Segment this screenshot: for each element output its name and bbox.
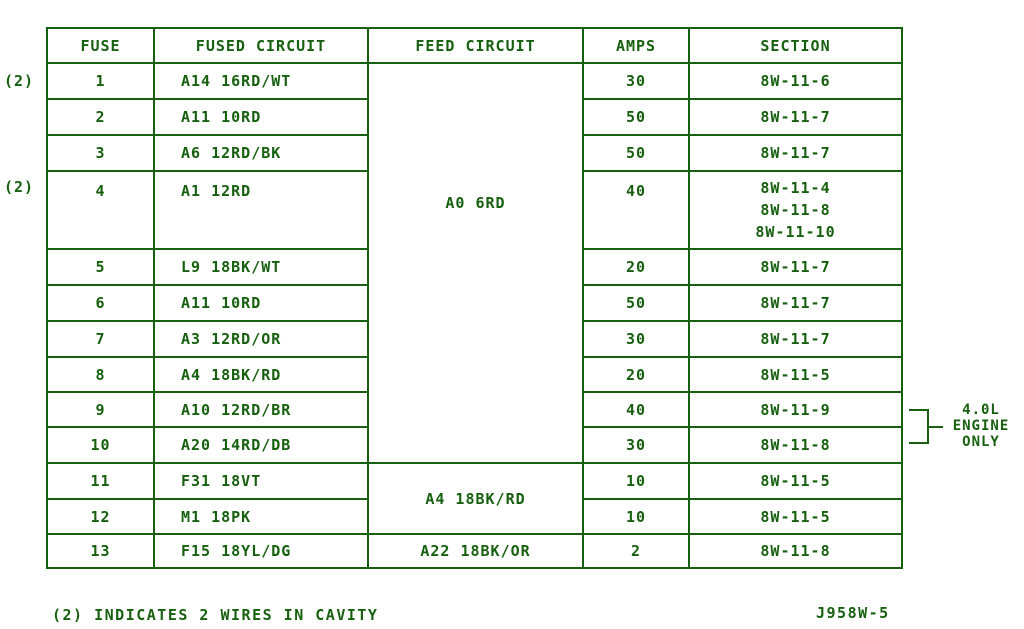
section-ref: 8W-11-6 — [760, 72, 831, 90]
fuse-number: 1 — [95, 72, 106, 90]
amps-value: 50 — [625, 294, 647, 312]
section-ref: 8W-11-4 — [760, 179, 831, 197]
amps-value: 40 — [625, 182, 647, 200]
fuse-number: 3 — [95, 144, 106, 162]
feed-circuit-group: A0 6RD — [445, 194, 506, 212]
amps-value: 30 — [625, 330, 647, 348]
header-fused-circuit: FUSED CIRCUIT — [195, 36, 327, 55]
fuse-table — [46, 27, 903, 569]
section-ref: 8W-11-7 — [760, 144, 831, 162]
section-ref: 8W-11-7 — [760, 294, 831, 312]
fused-circuit: F15 18YL/DG — [181, 542, 292, 560]
section-ref-list — [690, 172, 901, 248]
fused-circuit: A11 10RD — [181, 108, 262, 126]
fuse-number: 9 — [95, 400, 106, 419]
fuse-number: 12 — [90, 507, 111, 526]
fuse-number: 11 — [90, 472, 111, 490]
section-ref: 8W-11-5 — [760, 507, 831, 526]
amps-value: 20 — [625, 258, 647, 276]
fuse-number: 6 — [95, 294, 106, 312]
footnote: (2) INDICATES 2 WIRES IN CAVITY — [52, 606, 379, 624]
header-amps: AMPS — [615, 36, 657, 55]
section-ref: 8W-11-5 — [760, 472, 831, 490]
header-feed-circuit: FEED CIRCUIT — [415, 36, 536, 55]
feed-circuit-group: A4 18BK/RD — [425, 489, 526, 508]
fuse-number: 7 — [95, 330, 106, 348]
fused-circuit: A3 12RD/OR — [181, 330, 282, 348]
section-ref: 8W-11-7 — [760, 330, 831, 348]
section-ref: 8W-11-7 — [760, 108, 831, 126]
fuse-number: 2 — [95, 108, 106, 126]
section-ref: 8W-11-7 — [760, 258, 831, 276]
fused-circuit: A11 10RD — [181, 294, 262, 312]
engine-only-label: 4.0L ENGINE ONLY — [952, 402, 1010, 450]
fuse-number: 8 — [95, 365, 106, 384]
amps-value: 40 — [625, 400, 647, 419]
fuse-number: 4 — [95, 182, 106, 200]
fused-circuit: A6 12RD/BK — [181, 144, 282, 162]
fuse-number: 13 — [90, 542, 111, 560]
amps-value: 20 — [625, 365, 647, 384]
section-ref: 8W-11-5 — [760, 365, 831, 384]
section-ref: 8W-11-8 — [760, 201, 831, 219]
fuse-number: 10 — [90, 436, 111, 454]
fused-circuit: A1 12RD — [181, 182, 252, 200]
fused-circuit: A10 12RD/BR — [181, 400, 292, 419]
fused-circuit: A4 18BK/RD — [181, 365, 282, 384]
header-section: SECTION — [760, 36, 831, 55]
fuse-number: 5 — [95, 258, 106, 276]
two-wires-marker: (2) — [4, 72, 35, 90]
section-ref: 8W-11-8 — [760, 436, 831, 454]
two-wires-marker: (2) — [4, 178, 35, 196]
amps-value: 10 — [625, 472, 647, 490]
amps-value: 30 — [625, 436, 647, 454]
fused-circuit: M1 18PK — [181, 507, 252, 526]
header-fuse: FUSE — [80, 36, 121, 55]
section-ref: 8W-11-9 — [760, 400, 831, 419]
fused-circuit: A14 16RD/WT — [181, 72, 292, 90]
fused-circuit: A20 14RD/DB — [181, 436, 292, 454]
figure-id: J958W-5 — [816, 604, 890, 622]
amps-value: 50 — [625, 108, 647, 126]
amps-value: 10 — [625, 507, 647, 526]
feed-circuit-group: A22 18BK/OR — [420, 542, 531, 560]
amps-value: 2 — [630, 542, 642, 560]
amps-value: 30 — [625, 72, 647, 90]
section-ref: 8W-11-8 — [760, 542, 831, 560]
fused-circuit: F31 18VT — [181, 472, 262, 490]
fused-circuit: L9 18BK/WT — [181, 258, 282, 276]
section-ref: 8W-11-10 — [755, 223, 836, 241]
amps-value: 50 — [625, 144, 647, 162]
